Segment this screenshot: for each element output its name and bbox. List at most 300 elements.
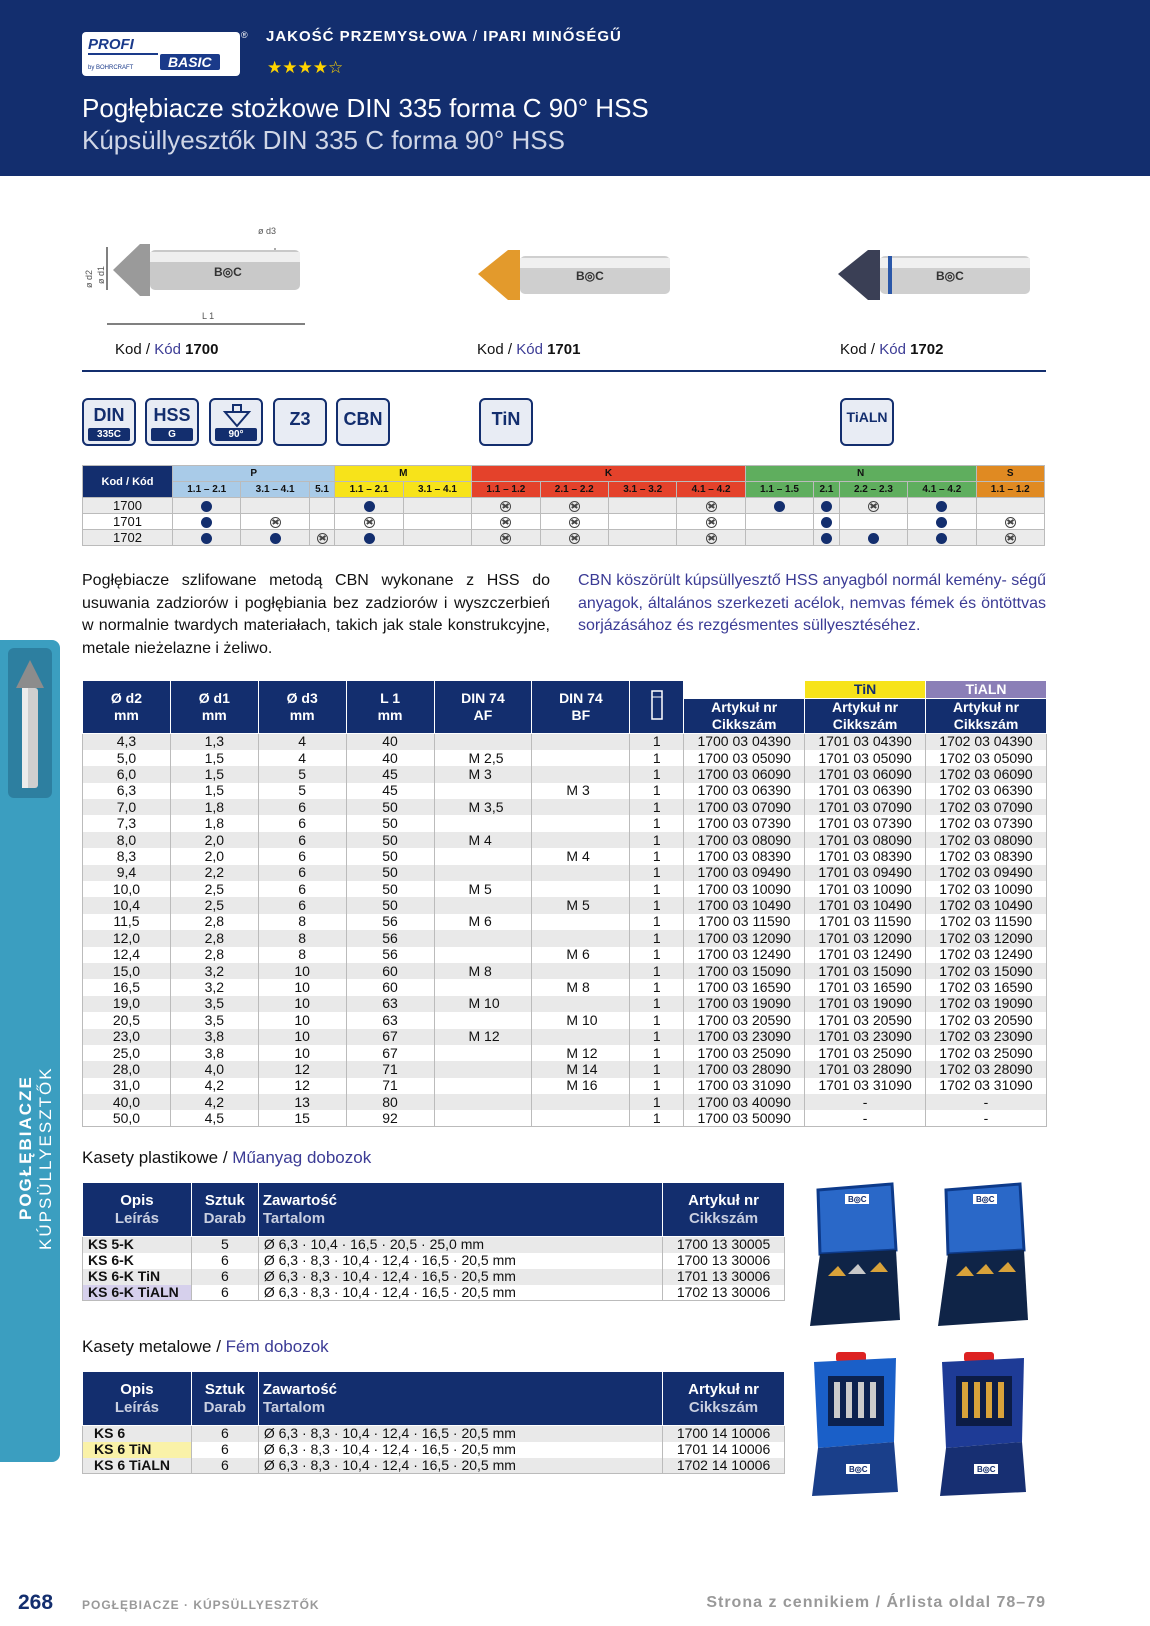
suitability-cell <box>745 530 813 546</box>
cell-din-bf: M 4 <box>532 848 630 864</box>
cell-art-1701: 1701 03 19090 <box>805 996 926 1012</box>
cell-d1: 3,8 <box>170 1045 258 1061</box>
cell-art-1702: 1702 03 25090 <box>926 1045 1047 1061</box>
conditional-symbol-icon <box>706 501 717 512</box>
description-pl: Pogłębiacze szlifowane metodą CBN wykonane z HSS do usuwania zadziorów i pogłębiania bez zadziorów i wyszczerbień w normalnie twardych materiałach, takich jak stale konstrukcyjne, metale nieżelazne i żeliwo. <box>82 572 550 657</box>
col-tialn: TiALN <box>926 681 1047 699</box>
suitable-dot-icon <box>821 517 832 528</box>
cell-art-1702: 1702 03 31090 <box>926 1078 1047 1094</box>
quality-hu: IPARI MINŐSÉGŰ <box>483 28 622 45</box>
plastic-sets-table <box>82 1182 785 1301</box>
cell-d1: 2,8 <box>170 914 258 930</box>
label-d3: ø d3 <box>258 226 277 236</box>
badge-z3 <box>273 398 327 446</box>
group-p: P <box>173 466 335 482</box>
cell-d1: 4,5 <box>170 1110 258 1126</box>
kod-hu: Kód <box>154 341 181 358</box>
cell-din-bf <box>532 865 630 881</box>
cell-d2: 10,4 <box>83 897 171 913</box>
suitability-cell <box>540 514 608 530</box>
plastic-case-image-2 <box>928 1180 1038 1330</box>
cell-d1: 1,3 <box>170 734 258 750</box>
suitability-cell <box>403 514 471 530</box>
cell-art-1702: 1702 03 28090 <box>926 1061 1047 1077</box>
cell-l1: 67 <box>346 1029 434 1045</box>
col-opis <box>83 1372 192 1426</box>
cell-l1: 60 <box>346 979 434 995</box>
cell-l1: 50 <box>346 832 434 848</box>
plastic-sets-heading <box>82 1148 371 1168</box>
cell-art-1701: 1701 03 11590 <box>805 914 926 930</box>
set-article: 1700 13 30006 <box>663 1253 785 1269</box>
col-art-1702 <box>926 699 1047 734</box>
cell-l1: 56 <box>346 947 434 963</box>
suitability-cell <box>976 498 1044 514</box>
table-row <box>83 1061 1047 1077</box>
cell-l1: 50 <box>346 815 434 831</box>
suitability-cell <box>839 498 907 514</box>
cell-din-af <box>434 930 532 946</box>
product-code: 1701 <box>547 341 581 358</box>
set-name: KS 6 TiN <box>83 1442 192 1458</box>
group-s: S <box>976 466 1044 482</box>
badge-text: CBN <box>343 409 383 429</box>
set-qty: 6 <box>191 1458 258 1474</box>
cell-art-1700: 1700 03 09490 <box>684 865 805 881</box>
cell-din-af <box>434 1110 532 1126</box>
cell-d2: 50,0 <box>83 1110 171 1126</box>
cell-d1: 4,2 <box>170 1078 258 1094</box>
table-row <box>83 1029 1047 1045</box>
col-d1 <box>170 681 258 734</box>
cell-d3: 6 <box>258 848 346 864</box>
side-label-hu: KÚPSÜLLYESZTŐK <box>36 1066 55 1250</box>
cell-art-1702: 1702 03 20590 <box>926 1012 1047 1028</box>
range-header: 1.1 – 2.1 <box>335 482 403 498</box>
col-label: Artykuł nr <box>711 699 778 715</box>
footer-price-ref: Strona z cennikiem / Árlista oldal 78–79 <box>706 1594 1046 1611</box>
product-code: 1700 <box>185 341 219 358</box>
cell-art-1700: 1700 03 40090 <box>684 1094 805 1110</box>
col-zawartosc <box>258 1183 662 1237</box>
cell-din-af: M 3,5 <box>434 799 532 815</box>
col-label-hu: Cikkszám <box>688 1398 759 1416</box>
cell-l1: 63 <box>346 1012 434 1028</box>
suitability-cell <box>335 530 403 546</box>
cell-d1: 3,8 <box>170 1029 258 1045</box>
cell-art-1700: 1700 03 50090 <box>684 1110 805 1126</box>
page-title: Pogłębiacze stożkowe DIN 335 forma C 90° HSS <box>82 93 649 123</box>
heading-hu: Fém dobozok <box>225 1337 329 1356</box>
suitability-cell <box>335 498 403 514</box>
cell-din-af: M 6 <box>434 914 532 930</box>
cell-d3: 5 <box>258 783 346 799</box>
cell-art-1702: 1702 03 12490 <box>926 947 1047 963</box>
cell-d1: 3,2 <box>170 963 258 979</box>
cell-d1: 1,5 <box>170 750 258 766</box>
suitable-dot-icon <box>364 533 375 544</box>
table-row <box>83 734 1047 750</box>
cell-d2: 8,3 <box>83 848 171 864</box>
table-row <box>83 1094 1047 1110</box>
cell-din-af: M 5 <box>434 881 532 897</box>
badge-text: TiN <box>491 409 521 429</box>
suitable-dot-icon <box>821 533 832 544</box>
table-row <box>83 1045 1047 1061</box>
cell-d1: 3,2 <box>170 979 258 995</box>
suitability-cell <box>309 498 335 514</box>
badge-angle <box>209 398 263 446</box>
cell-pack: 1 <box>630 914 684 930</box>
cell-pack: 1 <box>630 783 684 799</box>
cell-din-bf <box>532 1110 630 1126</box>
footer-section: POGŁĘBIACZE · KÚPSÜLLYESZTŐK <box>82 1598 320 1612</box>
col-d3 <box>258 681 346 734</box>
conditional-symbol-icon <box>1005 517 1016 528</box>
set-qty: 6 <box>191 1426 258 1442</box>
kod-pl: Kod <box>115 341 142 358</box>
cell-d2: 40,0 <box>83 1094 171 1110</box>
suitability-cell <box>814 530 840 546</box>
table-row <box>83 750 1047 766</box>
table-row <box>83 783 1047 799</box>
col-label: Artykuł nr <box>952 699 1020 715</box>
set-name: KS 6 <box>83 1426 192 1442</box>
cell-art-1701: 1701 03 20590 <box>805 1012 926 1028</box>
cell-art-1702: 1702 03 19090 <box>926 996 1047 1012</box>
page-header <box>0 0 1150 176</box>
cell-art-1700: 1700 03 28090 <box>684 1061 805 1077</box>
cell-din-bf <box>532 881 630 897</box>
suitable-dot-icon <box>201 501 212 512</box>
cell-art-1702: 1702 03 10090 <box>926 881 1047 897</box>
conditional-symbol-icon <box>364 517 375 528</box>
col-unit: BF <box>571 707 591 723</box>
set-row <box>83 1426 785 1442</box>
table-row <box>83 848 1047 864</box>
col-tin: TiN <box>805 681 926 699</box>
cell-d1: 2,8 <box>170 930 258 946</box>
table-row <box>83 766 1047 782</box>
cell-d3: 5 <box>258 766 346 782</box>
cell-d3: 10 <box>258 1012 346 1028</box>
group-n: N <box>745 466 976 482</box>
cell-din-af: M 2,5 <box>434 750 532 766</box>
cell-pack: 1 <box>630 979 684 995</box>
cell-art-1702: 1702 03 08090 <box>926 832 1047 848</box>
table-row <box>83 865 1047 881</box>
product-code: 1702 <box>910 341 944 358</box>
suitable-dot-icon <box>364 501 375 512</box>
col-label-hu: Leírás <box>114 1209 160 1227</box>
cell-art-1700: 1700 03 20590 <box>684 1012 805 1028</box>
cell-din-bf <box>532 996 630 1012</box>
cell-pack: 1 <box>630 1094 684 1110</box>
set-content: Ø 6,3 · 8,3 · 10,4 · 12,4 · 16,5 · 20,5 mm <box>258 1253 662 1269</box>
cell-art-1700: 1700 03 12490 <box>684 947 805 963</box>
heading-pl: Kasety plastikowe <box>82 1148 219 1167</box>
cell-pack: 1 <box>630 1078 684 1094</box>
suitable-dot-icon <box>774 501 785 512</box>
cell-din-bf: M 10 <box>532 1012 630 1028</box>
table-row <box>83 1078 1047 1094</box>
col-label: Ø d2 <box>110 690 142 706</box>
table-row <box>83 930 1047 946</box>
col-label: Artykuł nr <box>832 699 899 715</box>
rating-stars: ★★★★☆ <box>267 58 344 77</box>
cell-art-1701: 1701 03 05090 <box>805 750 926 766</box>
brand-logo <box>82 32 240 76</box>
col-unit: mm <box>113 707 139 723</box>
cell-din-bf <box>532 914 630 930</box>
registered-mark: ® <box>241 30 248 40</box>
cell-din-bf <box>532 766 630 782</box>
cell-din-bf <box>532 930 630 946</box>
cell-art-1700: 1700 03 31090 <box>684 1078 805 1094</box>
set-content: Ø 6,3 · 8,3 · 10,4 · 12,4 · 16,5 · 20,5 mm <box>258 1442 662 1458</box>
cell-art-1702: 1702 03 09490 <box>926 865 1047 881</box>
set-content: Ø 6,3 · 10,4 · 16,5 · 20,5 · 25,0 mm <box>258 1237 662 1253</box>
cell-art-1700: 1700 03 16590 <box>684 979 805 995</box>
col-label: Ø d1 <box>198 690 230 706</box>
col-art-1700 <box>684 699 805 734</box>
cell-art-1700: 1700 03 12090 <box>684 930 805 946</box>
col-zawartosc <box>258 1372 662 1426</box>
col-label: Zawartość <box>262 1380 338 1398</box>
svg-text:B◎C: B◎C <box>576 269 604 283</box>
cell-l1: 40 <box>346 734 434 750</box>
cell-d3: 8 <box>258 914 346 930</box>
suitable-dot-icon <box>821 501 832 512</box>
cell-d2: 8,0 <box>83 832 171 848</box>
badge-text: TiALN <box>846 409 888 425</box>
col-din-af <box>434 681 532 734</box>
conditional-symbol-icon <box>868 501 879 512</box>
cell-d2: 12,0 <box>83 930 171 946</box>
suitability-cell <box>976 514 1044 530</box>
svg-text:B◎C: B◎C <box>936 269 964 283</box>
tool-image-1702 <box>830 244 1050 314</box>
badge-sub: 335C <box>88 428 130 441</box>
quality-label <box>266 28 622 45</box>
logo-profi: PROFI <box>88 36 134 53</box>
cell-pack: 1 <box>630 734 684 750</box>
col-artykul <box>663 1372 785 1426</box>
col-label: Ø d3 <box>286 690 318 706</box>
cell-d2: 7,3 <box>83 815 171 831</box>
cell-d3: 10 <box>258 963 346 979</box>
set-qty: 6 <box>191 1442 258 1458</box>
cell-din-bf <box>532 734 630 750</box>
table-row <box>83 947 1047 963</box>
range-header: 1.1 – 1.2 <box>472 482 540 498</box>
badge-text: Z3 <box>289 409 311 429</box>
range-header: 3.1 – 3.2 <box>608 482 676 498</box>
cell-pack: 1 <box>630 799 684 815</box>
cell-art-1700: 1700 03 25090 <box>684 1045 805 1061</box>
conditional-symbol-icon <box>317 533 328 544</box>
conditional-symbol-icon <box>569 533 580 544</box>
col-label: Artykuł nr <box>688 1191 759 1209</box>
description-hu: CBN köszörült kúpsüllyesztő HSS anyagból normál kemény- ségű anyagok, általános szerkezeti acélok, nemvas fémek és öntöttvas sorjázásához és rezgésmentes süllyesztéséhez. <box>578 572 1046 634</box>
set-row <box>83 1458 785 1474</box>
logo-line <box>88 53 158 55</box>
svg-text:B◎C: B◎C <box>976 1195 995 1204</box>
suitability-cell <box>814 514 840 530</box>
cell-pack: 1 <box>630 750 684 766</box>
cell-pack: 1 <box>630 1110 684 1126</box>
heading-pl: Kasety metalowe <box>82 1337 212 1356</box>
cell-art-1701: 1701 03 09490 <box>805 865 926 881</box>
cell-din-bf <box>532 815 630 831</box>
range-header: 4.1 – 4.2 <box>908 482 976 498</box>
suitability-cell <box>608 498 676 514</box>
col-din-bf <box>532 681 630 734</box>
cell-d2: 12,4 <box>83 947 171 963</box>
suitability-cell <box>335 514 403 530</box>
cell-l1: 63 <box>346 996 434 1012</box>
table-row <box>83 979 1047 995</box>
set-row <box>83 1237 785 1253</box>
col-opis <box>83 1183 192 1237</box>
cell-art-1700: 1700 03 23090 <box>684 1029 805 1045</box>
suitability-cell <box>745 498 813 514</box>
cell-l1: 45 <box>346 766 434 782</box>
cell-art-1702: 1702 03 15090 <box>926 963 1047 979</box>
countersink-angle-icon <box>221 404 253 428</box>
suitability-cell <box>241 498 309 514</box>
cell-pack: 1 <box>630 996 684 1012</box>
plastic-case-image-1 <box>800 1180 910 1330</box>
table-row <box>83 832 1047 848</box>
cell-pack: 1 <box>630 848 684 864</box>
svg-text:B◎C: B◎C <box>214 265 242 279</box>
conditional-symbol-icon <box>1005 533 1016 544</box>
cell-l1: 80 <box>346 1094 434 1110</box>
range-header: 4.1 – 4.2 <box>677 482 745 498</box>
suitable-dot-icon <box>270 533 281 544</box>
cell-art-1702: 1702 03 10490 <box>926 897 1047 913</box>
col-unit: AF <box>473 707 493 723</box>
suitability-cell <box>608 530 676 546</box>
table-row <box>83 1012 1047 1028</box>
cell-d3: 6 <box>258 832 346 848</box>
logo-maker: by BOHRCRAFT <box>88 65 134 71</box>
cell-d3: 8 <box>258 930 346 946</box>
cell-art-1702: - <box>926 1094 1047 1110</box>
cell-din-bf: M 16 <box>532 1078 630 1094</box>
set-row <box>83 1269 785 1285</box>
cell-din-af <box>434 947 532 963</box>
col-pack <box>630 681 684 734</box>
cell-art-1702: 1702 03 23090 <box>926 1029 1047 1045</box>
cell-art-1701: 1701 03 31090 <box>805 1078 926 1094</box>
col-artykul <box>663 1183 785 1237</box>
kod-hu: Kód <box>132 475 154 488</box>
suitable-dot-icon <box>936 517 947 528</box>
table-row <box>83 996 1047 1012</box>
cell-art-1700: 1700 03 05090 <box>684 750 805 766</box>
cell-art-1700: 1700 03 11590 <box>684 914 805 930</box>
group-k: K <box>472 466 746 482</box>
cell-d2: 25,0 <box>83 1045 171 1061</box>
cell-d3: 12 <box>258 1061 346 1077</box>
cell-din-bf <box>532 1029 630 1045</box>
cell-din-af <box>434 865 532 881</box>
cell-d3: 12 <box>258 1078 346 1094</box>
col-unit: mm <box>289 707 315 723</box>
cell-d1: 1,5 <box>170 766 258 782</box>
metal-case-image-2 <box>928 1352 1038 1502</box>
product-table <box>82 680 1047 1127</box>
label-d2: ø d2 <box>84 269 94 288</box>
cell-art-1700: 1700 03 10090 <box>684 881 805 897</box>
suitability-cell <box>309 530 335 546</box>
cell-d3: 10 <box>258 1045 346 1061</box>
cell-din-bf <box>532 799 630 815</box>
cell-l1: 50 <box>346 848 434 864</box>
cell-l1: 50 <box>346 881 434 897</box>
suitability-cell <box>173 498 241 514</box>
cell-din-bf: M 14 <box>532 1061 630 1077</box>
col-label-hu: Cikkszám <box>832 716 898 732</box>
cell-art-1701: 1701 03 07090 <box>805 799 926 815</box>
countersink-tool-icon <box>8 648 52 798</box>
cell-l1: 56 <box>346 914 434 930</box>
cell-din-af: M 4 <box>434 832 532 848</box>
suitable-dot-icon <box>201 533 212 544</box>
range-header: 2.2 – 2.3 <box>839 482 907 498</box>
col-label: L 1 <box>380 690 401 706</box>
kod-pl: Kod <box>477 341 504 358</box>
heading-hu: Műanyag dobozok <box>232 1148 372 1167</box>
cell-d1: 2,5 <box>170 881 258 897</box>
cell-din-bf: M 6 <box>532 947 630 963</box>
cell-art-1702: 1702 03 07090 <box>926 799 1047 815</box>
cell-l1: 50 <box>346 799 434 815</box>
suitability-cell <box>677 498 745 514</box>
cell-d3: 15 <box>258 1110 346 1126</box>
col-label-hu: Leírás <box>114 1398 160 1416</box>
badge-sub: 90° <box>215 428 257 441</box>
row-code: 1702 <box>83 530 173 546</box>
col-sztuk <box>191 1183 258 1237</box>
page-subtitle: Kúpsüllyesztők DIN 335 C forma 90° HSS <box>82 125 565 155</box>
product-label-1700: Kod / Kód 1700 <box>115 341 219 358</box>
set-name: KS 6-K TiN <box>83 1269 192 1285</box>
col-label-hu: Darab <box>203 1209 247 1227</box>
cell-d1: 3,5 <box>170 996 258 1012</box>
conditional-symbol-icon <box>500 501 511 512</box>
cell-d2: 7,0 <box>83 799 171 815</box>
suitability-cell <box>472 498 540 514</box>
material-row <box>83 530 1045 546</box>
set-article: 1701 14 10006 <box>663 1442 785 1458</box>
suitable-dot-icon <box>936 501 947 512</box>
suitability-cell <box>309 514 335 530</box>
row-code: 1701 <box>83 514 173 530</box>
suitable-dot-icon <box>936 533 947 544</box>
suitable-dot-icon <box>201 517 212 528</box>
col-label: DIN 74 <box>461 690 505 706</box>
suitability-cell <box>677 530 745 546</box>
cell-din-af <box>434 815 532 831</box>
cell-d1: 2,8 <box>170 947 258 963</box>
cell-d1: 2,5 <box>170 897 258 913</box>
cell-din-af <box>434 848 532 864</box>
suitability-cell <box>814 498 840 514</box>
metal-case-image-1 <box>800 1352 910 1502</box>
